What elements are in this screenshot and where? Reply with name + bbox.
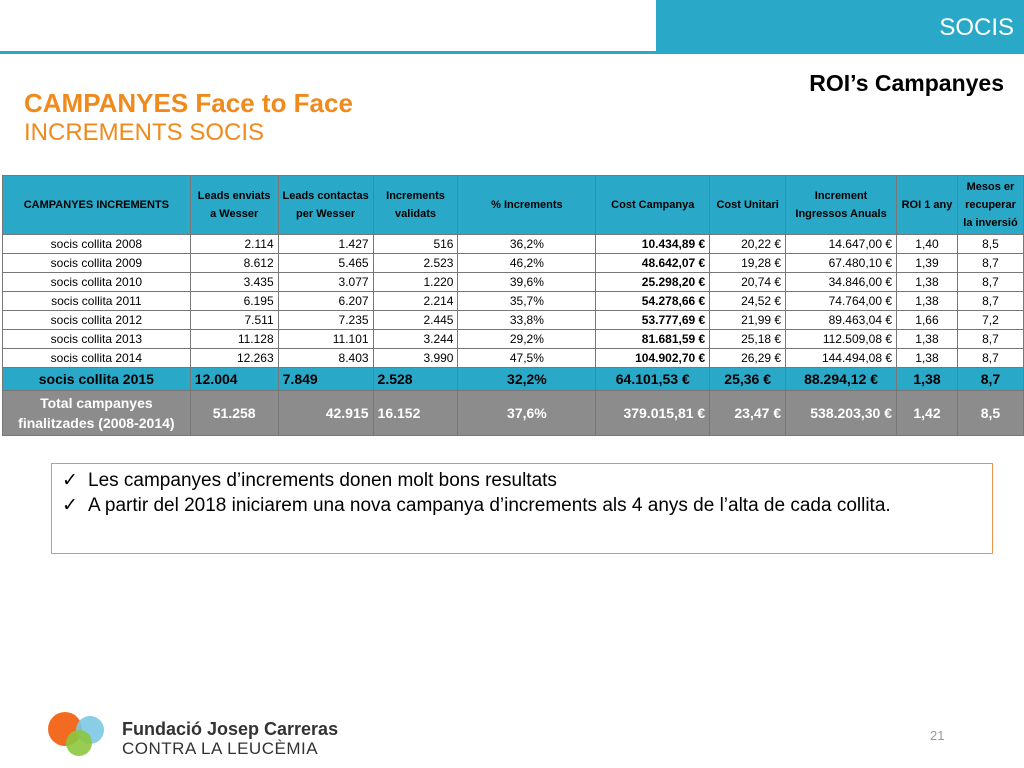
table-cell: socis collita 2015 [3,368,191,391]
column-header: CAMPANYES INCREMENTS [3,176,191,235]
table-cell: 5.465 [278,254,373,273]
table-cell: 2.445 [373,311,458,330]
column-header: Cost Campanya [596,176,710,235]
table-cell: 104.902,70 € [596,349,710,368]
table-cell: 42.915 [278,391,373,436]
table-row-highlight [3,368,1024,391]
table-cell: 1,42 [897,391,958,436]
table-cell: 516 [373,235,458,254]
table-cell: 8,5 [957,235,1023,254]
table-cell: 7.511 [190,311,278,330]
table-cell: 1,40 [897,235,958,254]
table-cell: 1,38 [897,368,958,391]
table-cell: 7.235 [278,311,373,330]
table-cell: 35,7% [458,292,596,311]
table-cell: 2.528 [373,368,458,391]
table-cell: socis collita 2008 [3,235,191,254]
table-cell: 10.434,89 € [596,235,710,254]
table-cell: 8,7 [957,349,1023,368]
logo-circle-green [66,730,92,756]
table-cell: 25,18 € [710,330,786,349]
table-cell: 12.004 [190,368,278,391]
table-cell: 8,7 [957,292,1023,311]
header-bar [0,0,1024,54]
table-cell: 46,2% [458,254,596,273]
note-text: A partir del 2018 iniciarem una nova campanya d’increments als 4 anys de l’alta de cada collita. [88,495,891,516]
column-header: Mesos er recuperar la inversió [957,176,1023,235]
table-cell: 1,66 [897,311,958,330]
table-cell: 8,7 [957,368,1023,391]
table-cell: 16.152 [373,391,458,436]
table-row [3,349,1024,368]
header-white-area [0,0,656,51]
table-cell: 67.480,10 € [786,254,897,273]
note-item [62,493,982,518]
table-row [3,292,1024,311]
table-cell: 1,38 [897,292,958,311]
table-cell: 1,38 [897,330,958,349]
table-cell: 25.298,20 € [596,273,710,292]
table-cell: 20,74 € [710,273,786,292]
table-row-total [3,391,1024,436]
table-cell: socis collita 2014 [3,349,191,368]
table-cell: 36,2% [458,235,596,254]
table-cell: 538.203,30 € [786,391,897,436]
table-cell: 81.681,59 € [596,330,710,349]
table-row [3,330,1024,349]
table-cell: 25,36 € [710,368,786,391]
check-icon: ✓ [62,470,78,491]
table-cell: 144.494,08 € [786,349,897,368]
table-cell: 64.101,53 € [596,368,710,391]
table-cell: 11.128 [190,330,278,349]
table-cell: socis collita 2009 [3,254,191,273]
column-header: ROI 1 any [897,176,958,235]
column-header: Increment Ingressos Anuals [786,176,897,235]
table-cell: 8.403 [278,349,373,368]
table-cell: 1.427 [278,235,373,254]
note-text: Les campanyes d’increments donen molt bons resultats [88,470,557,491]
table-cell: socis collita 2011 [3,292,191,311]
table-cell: Total campanyes finalitzades (2008-2014) [3,391,191,436]
table-cell: 3.077 [278,273,373,292]
slide-title-secondary: INCREMENTS SOCIS [24,119,265,146]
table-cell: socis collita 2012 [3,311,191,330]
table-cell: 8,7 [957,273,1023,292]
slide-title: CAMPANYES Face to Face [24,88,353,118]
table-cell: 1,38 [897,349,958,368]
table-cell: 1,38 [897,273,958,292]
table-cell: 14.647,00 € [786,235,897,254]
table-cell: 2.523 [373,254,458,273]
table-cell: 3.990 [373,349,458,368]
table-cell: 6.195 [190,292,278,311]
notes-box [51,463,993,554]
table-cell: 3.435 [190,273,278,292]
table-cell: 24,52 € [710,292,786,311]
page-number: 21 [930,728,945,743]
table-cell: 1,39 [897,254,958,273]
table-cell: 53.777,69 € [596,311,710,330]
table-cell: socis collita 2010 [3,273,191,292]
column-header: Cost Unitari [710,176,786,235]
org-name: Fundació Josep Carreras [122,719,339,739]
column-header: Leads contactas per Wesser [278,176,373,235]
table-row [3,235,1024,254]
table-cell: 21,99 € [710,311,786,330]
table-cell: 19,28 € [710,254,786,273]
table-cell: 47,5% [458,349,596,368]
table-cell: 1.220 [373,273,458,292]
table-cell: 20,22 € [710,235,786,254]
table-cell: 2.114 [190,235,278,254]
table-header-row [3,176,1024,235]
table-cell: socis collita 2013 [3,330,191,349]
table-row [3,311,1024,330]
column-header: Increments validats [373,176,458,235]
table-cell: 34.846,00 € [786,273,897,292]
slide-subtitle: ROI’s Campanyes [809,70,1004,96]
check-icon: ✓ [62,495,78,516]
table-cell: 29,2% [458,330,596,349]
table-cell: 51.258 [190,391,278,436]
table-row [3,254,1024,273]
table-cell: 8,7 [957,254,1023,273]
table-cell: 48.642,07 € [596,254,710,273]
column-header: % Increments [458,176,596,235]
table-cell: 37,6% [458,391,596,436]
org-tagline: CONTRA LA LEUCÈMIA [122,739,319,758]
table-cell: 6.207 [278,292,373,311]
table-cell: 89.463,04 € [786,311,897,330]
table-cell: 74.764,00 € [786,292,897,311]
table-cell: 112.509,08 € [786,330,897,349]
table-cell: 23,47 € [710,391,786,436]
table-cell: 3.244 [373,330,458,349]
table-cell: 33,8% [458,311,596,330]
section-label: SOCIS [939,14,1014,41]
table-cell: 12.263 [190,349,278,368]
table-cell: 39,6% [458,273,596,292]
table-cell: 54.278,66 € [596,292,710,311]
table-cell: 32,2% [458,368,596,391]
campaign-table [2,175,1024,436]
table-cell: 2.214 [373,292,458,311]
note-item [62,468,982,493]
table-cell: 7.849 [278,368,373,391]
column-header: Leads enviats a Wesser [190,176,278,235]
table-row [3,273,1024,292]
table-cell: 88.294,12 € [786,368,897,391]
table-cell: 8.612 [190,254,278,273]
table-cell: 26,29 € [710,349,786,368]
table-cell: 8,5 [957,391,1023,436]
table-cell: 7,2 [957,311,1023,330]
table-cell: 11.101 [278,330,373,349]
table-cell: 8,7 [957,330,1023,349]
table-cell: 379.015,81 € [596,391,710,436]
